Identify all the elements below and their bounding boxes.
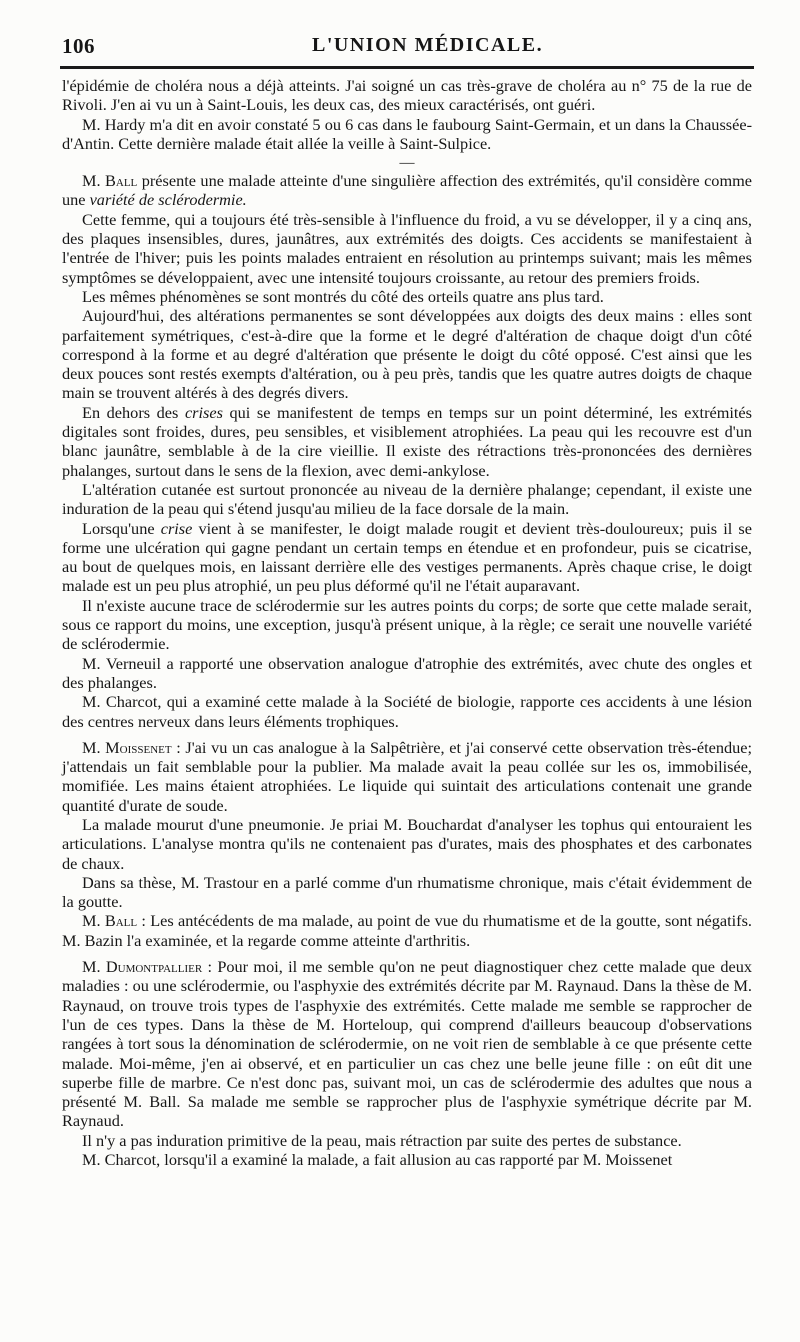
header-rule <box>60 66 754 69</box>
paragraph: M. Dumontpallier : Pour moi, il me semble qu'on ne peut diagnostiquer chez cette malade que deux maladies : ou une sclérodermie, ou l'asphyxie des extrémités décrite par M. Raynaud. Dans la thèse de M. Raynaud, on trouve trois types de l'asphyxie des extrémités. Cette malade me semble se rapprocher de l'un de ces types. Dans la thèse de M. Horteloup, qui comprend d'ailleurs beaucoup d'observations rangées à tort sous la dénomination de sclérodermie, on ne voit rien de semblable à ce que présente cette malade. Moi-même, j'en ai observé, et en particulier un cas chez une belle jeune fille : on eût dit une superbe fille de marbre. Ce n'est donc pas, suivant moi, un cas de sclérodermie des adultes que nous a présenté M. Ball. Sa malade me semble se rapprocher plus de l'asphyxie symétrique décrite par M. Raynaud. <box>62 957 752 1131</box>
speaker-name: M. Ball <box>82 911 138 931</box>
paragraph: Aujourd'hui, des altérations permanentes se sont développées aux doigts des deux mains : elles sont parfaitement symétriques, c'est-à-dire que la forme et le degré d'altération de chaque doigt d'un côté correspond à la forme et au degré d'altération que présente le doigt du côté opposé. C'est ainsi que les deux pouces sont restés exempts d'altération, ou à peu près, tandis que les quatre autres doigts de chaque main se trouvent altérés à des degrés divers. <box>62 306 752 403</box>
paragraph: Cette femme, qui a toujours été très-sensible à l'influence du froid, a vu se développer, il y a cinq ans, des plaques insensibles, dures, jaunâtres, aux extrémités des doigts. Ces accidents se manifestaient à l'entrée de l'hiver; puis les points malades entraient en résolution au printemps suivant; mais les mêmes symptômes se développaient, avec une intensité toujours croissante, au retour des premiers froids. <box>62 209 752 287</box>
paragraph: M. Charcot, lorsqu'il a examiné la malade, a fait allusion au cas rapporté par M. Moissenet <box>82 1150 673 1170</box>
section-separator: — <box>399 155 415 172</box>
paragraph: La malade mourut d'une pneumonie. Je priai M. Bouchardat d'analyser les tophus qui entouraient les articulations. L'analyse montra qu'ils ne contenaient pas d'urates, mais des phosphates et des carbonates de chaux. <box>62 814 752 873</box>
paragraph: M. Moissenet : J'ai vu un cas analogue à la Salpêtrière, et j'ai conservé cette observation très-étendue; j'attendais un fait semblable pour la publier. Ma malade avait la peau collée sur les os, immobilisée, momifiée. Les mains étaient atrophiées. Le liquide qui suintait des articulations contenait une grande quantité d'urate de soude. <box>62 737 752 815</box>
paragraph: Les mêmes phénomènes se sont montrés du côté des orteils quatre ans plus tard. <box>82 286 604 306</box>
running-title: L'UNION MÉDICALE. <box>312 34 544 56</box>
paragraph: En dehors des crises qui se manifestent de temps en temps sur un point déterminé, les extrémités digitales sont froides, dures, peu sensibles, et visiblement atrophiées. La peau qui les recouvre est d'un blanc jaunâtre, semblable à de la cire vieillie. Il existe des rétractions très-prononcées des dernières phalanges, surtout dans le sens de la flexion, avec demi-ankylose. <box>62 402 752 480</box>
speaker-name: M. Ball <box>82 171 138 191</box>
paragraph: l'épidémie de choléra nous a déjà atteints. J'ai soigné un cas très-grave de choléra au n° 75 de la rue de Rivoli. J'en ai vu un à Saint-Louis, les deux cas, des mieux caractérisés, ont guéri. <box>62 76 752 115</box>
paragraph: M. Hardy m'a dit en avoir constaté 5 ou 6 cas dans le faubourg Saint-Germain, et un dans la Chaussée-d'Antin. Cette dernière malade était allée la veille à Saint-Sulpice. <box>62 114 752 153</box>
paragraph: Dans sa thèse, M. Trastour en a parlé comme d'un rhumatisme chronique, mais c'était évidemment de la goutte. <box>62 872 752 912</box>
paragraph: M. Charcot, qui a examiné cette malade à la Société de biologie, rapporte ces accidents à une lésion des centres nerveux dans leurs éléments trophiques. <box>62 692 752 731</box>
paragraph: M. Ball présente une malade atteinte d'une singulière affection des extrémités, qu'il considère comme une variété de sclérodermie. <box>62 171 753 210</box>
speaker-name: M. Dumontpallier <box>82 957 203 977</box>
page-number: 106 <box>62 34 95 58</box>
article-body <box>62 76 752 1169</box>
paragraph: L'altération cutanée est surtout prononcée au niveau de la dernière phalange; cependant, il existe une induration de la peau qui s'étend jusqu'au milieu de la face dorsale de la main. <box>62 479 752 519</box>
page-header <box>62 30 752 62</box>
emphasis: crise <box>160 518 193 538</box>
paragraph: M. Verneuil a rapporté une observation analogue d'atrophie des extrémités, avec chute des ongles et des phalanges. <box>62 653 752 692</box>
paragraph: Il n'existe aucune trace de sclérodermie sur les autres points du corps; de sorte que cette malade serait, sous ce rapport du moins, une exception, jusqu'à présent unique, à la règle; ce serait une nouvelle variété de sclérodermie. <box>62 595 752 654</box>
paragraph: Lorsqu'une crise vient à se manifester, le doigt malade rougit et devient très-douloureux; puis il se forme une ulcération qui gagne pendant un certain temps en étendue et en profondeur, puis se cicatrise, au bout de quelques mois, en laissant derrière elle des vestiges permanents. Après chaque crise, le doigt malade est un peu plus atrophié, un peu plus déformé qu'il ne l'était auparavant. <box>62 518 752 596</box>
paragraph: M. Ball : Les antécédents de ma malade, au point de vue du rhumatisme et de la goutte, sont négatifs. M. Bazin l'a examinée, et la regarde comme atteinte d'arthritis. <box>62 911 753 950</box>
speaker-name: M. Moissenet <box>82 737 172 757</box>
emphasis: crises <box>184 402 223 422</box>
emphasis: variété de sclérodermie. <box>89 190 247 210</box>
paragraph: Il n'y a pas induration primitive de la peau, mais rétraction par suite des pertes de substance. <box>82 1130 682 1150</box>
